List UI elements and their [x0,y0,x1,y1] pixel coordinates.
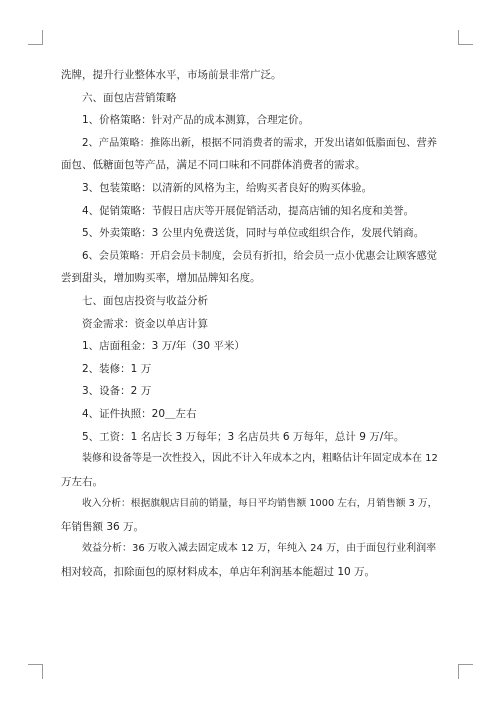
document-body [61,64,441,584]
paragraph-line: 面包、低糖面包等产品，满足不同口味和不同群体消费者的需求。 [61,159,366,172]
paragraph-line: 洗牌，提升行业整体水平，市场前景非常广泛。 [61,69,282,81]
crop-mark-bottom-left [28,664,43,679]
paragraph-line: 年销售额 36 万。 [61,520,145,533]
paragraph-line: 2、产品策略：推陈出新，根据不同消费者的需求，开发出诸如低脂面包、营养 [82,136,438,149]
paragraph-line: 尝到甜头，增加购买率，增加品牌知名度。 [61,272,261,285]
paragraph-line: 5、工资：1 名店长 3 万每年；3 名店员共 6 万每年，总计 9 万/年。 [82,430,405,443]
paragraph-line: 2、装修：1 万 [82,362,152,375]
crop-mark-top-right [458,30,473,45]
paragraph-line: 万左右。 [61,475,103,488]
paragraph-line: 收入分析：根据旗舰店目前的销量，每日平均销售额 1000 左右，月销售额 3 万， [82,498,438,510]
paragraph-line: 资金需求：资金以单店计算 [82,317,208,330]
paragraph-line: 3、设备：2 万 [82,385,152,398]
paragraph-line: 5、外卖策略：3 公里内免费送货，同时与单位或组织合作，发展代销商。 [82,227,425,240]
paragraph-line: 1、店面租金：3 万/年（30 平米） [82,340,245,353]
crop-mark-bottom-right [458,664,473,679]
paragraph-line: 4、促销策略：节假日店庆等开展促销活动，提高店铺的知名度和美誉。 [82,204,415,217]
crop-mark-top-left [28,30,43,45]
section-heading: 七、面包店投资与收益分析 [82,294,208,307]
paragraph-line: 装修和设备等是一次性投入，因此不计入年成本之内，粗略估计年固定成本在 12 [82,453,438,465]
paragraph-line: 效益分析：36 万收入减去固定成本 12 万，年纯入 24 万，由于面包行业利润率 [82,543,437,555]
paragraph-line: 4、证件执照：20＿左右 [82,407,197,420]
paragraph-line: 3、包装策略：以清新的风格为主，给购买者良好的购买体验。 [82,181,373,194]
section-heading: 六、面包店营销策略 [82,91,177,104]
paragraph-line: 6、会员策略：开启会员卡制度，会员有折扣，给会员一点小优惠会让顾客感觉 [82,249,438,262]
paragraph-line: 1、价格策略：针对产品的成本测算，合理定价。 [82,114,310,127]
paragraph-line: 相对较高，扣除面包的原材料成本，单店年利润基本能超过 10 万。 [61,566,376,579]
